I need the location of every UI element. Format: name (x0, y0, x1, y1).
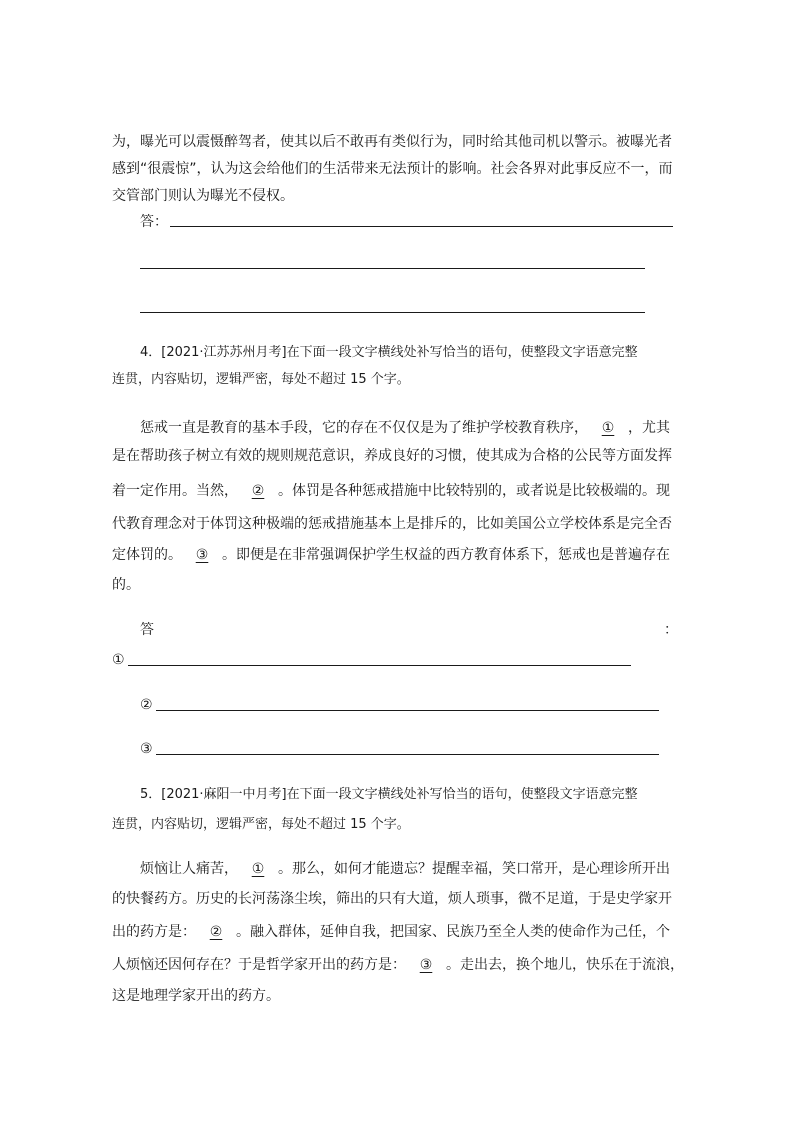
question-4-header-cont: 连贯，内容贴切，逻辑严密，每处不超过 15 个字。 (112, 372, 410, 387)
q4-answer-mark-1: ① (112, 652, 125, 668)
answer-line[interactable] (128, 665, 631, 666)
answer-line[interactable] (156, 710, 659, 711)
q5-paragraph-line (140, 859, 670, 879)
q4-answer-label: 答 (140, 622, 154, 638)
answer-line[interactable] (170, 226, 673, 227)
intro-line-1: 为，曝光可以震慑醉驾者，使其以后不敢再有类似行为，同时给其他司机以警示。被曝光者 (112, 134, 672, 150)
q4-paragraph-line: 是在帮助孩子树立有效的规则规范意识，养成良好的习惯，使其成为合格的公民等方面发挥 (112, 448, 672, 464)
intro-line-3: 交管部门则认为曝光不侵权。 (112, 188, 294, 204)
blank-1: ① (601, 420, 615, 436)
text-span: 出的药方是： (112, 924, 196, 940)
text-span: 惩戒一直是教育的基本手段，它的存在不仅仅是为了维护学校教育秩序， (140, 420, 588, 436)
q4-paragraph-line (112, 481, 670, 501)
q4-paragraph-line (140, 418, 670, 438)
blank-3: ③ (419, 957, 433, 973)
q4-paragraph-line: 的。 (112, 577, 140, 593)
text-span: 。走出去，换个地儿，快乐在于流浪， (446, 957, 684, 973)
blank-1: ① (251, 861, 265, 877)
question-5-header: 5．[2021·麻阳一中月考]在下面一段文字横线处补写恰当的语句，使整段文字语意完整 (140, 787, 638, 802)
answer-line[interactable] (140, 268, 645, 269)
text-span: 。那么，如何才能遗忘？提醒幸福，笑口常开，是心理诊所开出 (278, 861, 670, 877)
q4-paragraph-line (112, 545, 670, 565)
q5-paragraph-line: 这是地理学家开出的药方。 (112, 988, 280, 1004)
text-span: ，尤其 (628, 420, 670, 436)
q4-answer-mark-3: ③ (140, 741, 153, 757)
q4-answer-mark-2: ② (140, 697, 153, 713)
q5-paragraph-line (112, 922, 670, 942)
blank-2: ② (209, 924, 223, 940)
blank-3: ③ (195, 547, 209, 563)
answer-line[interactable] (140, 312, 645, 313)
q5-paragraph-line (112, 955, 684, 975)
q4-paragraph-line: 代教育理念对于体罚这种极端的惩戒措施基本上是排斥的，比如美国公立学校体系是完全否 (112, 516, 672, 532)
intro-line-2: 感到“很震惊”，认为这会给他们的生活带来无法预计的影响。社会各界对此事反应不一，而 (112, 161, 673, 177)
blank-2: ② (251, 483, 265, 499)
q5-paragraph-line: 的快餐药方。历史的长河荡涤尘埃，筛出的只有大道，烦人琐事，微不足道，于是史学家开 (112, 891, 672, 907)
q4-answer-colon: ： (664, 622, 678, 638)
text-span: 定体罚的。 (112, 547, 182, 563)
text-span: 人烦恼还因何存在？于是哲学家开出的药方是： (112, 957, 406, 973)
answer-label: 答： (140, 214, 168, 230)
question-4-header: 4．[2021·江苏苏州月考]在下面一段文字横线处补写恰当的语句，使整段文字语意完整 (140, 345, 638, 360)
text-span: 。即便是在非常强调保护学生权益的西方教育体系下，惩戒也是普遍存在 (222, 547, 670, 563)
text-span: 烦恼让人痛苦， (140, 861, 238, 877)
text-span: 。体罚是各种惩戒措施中比较特别的，或者说是比较极端的。现 (278, 483, 670, 499)
text-span: 。融入群体，延伸自我，把国家、民族乃至全人类的使命作为己任，个 (236, 924, 670, 940)
question-5-header-cont: 连贯，内容贴切，逻辑严密，每处不超过 15 个字。 (112, 817, 410, 832)
text-span: 着一定作用。当然， (112, 483, 238, 499)
answer-line[interactable] (156, 754, 659, 755)
